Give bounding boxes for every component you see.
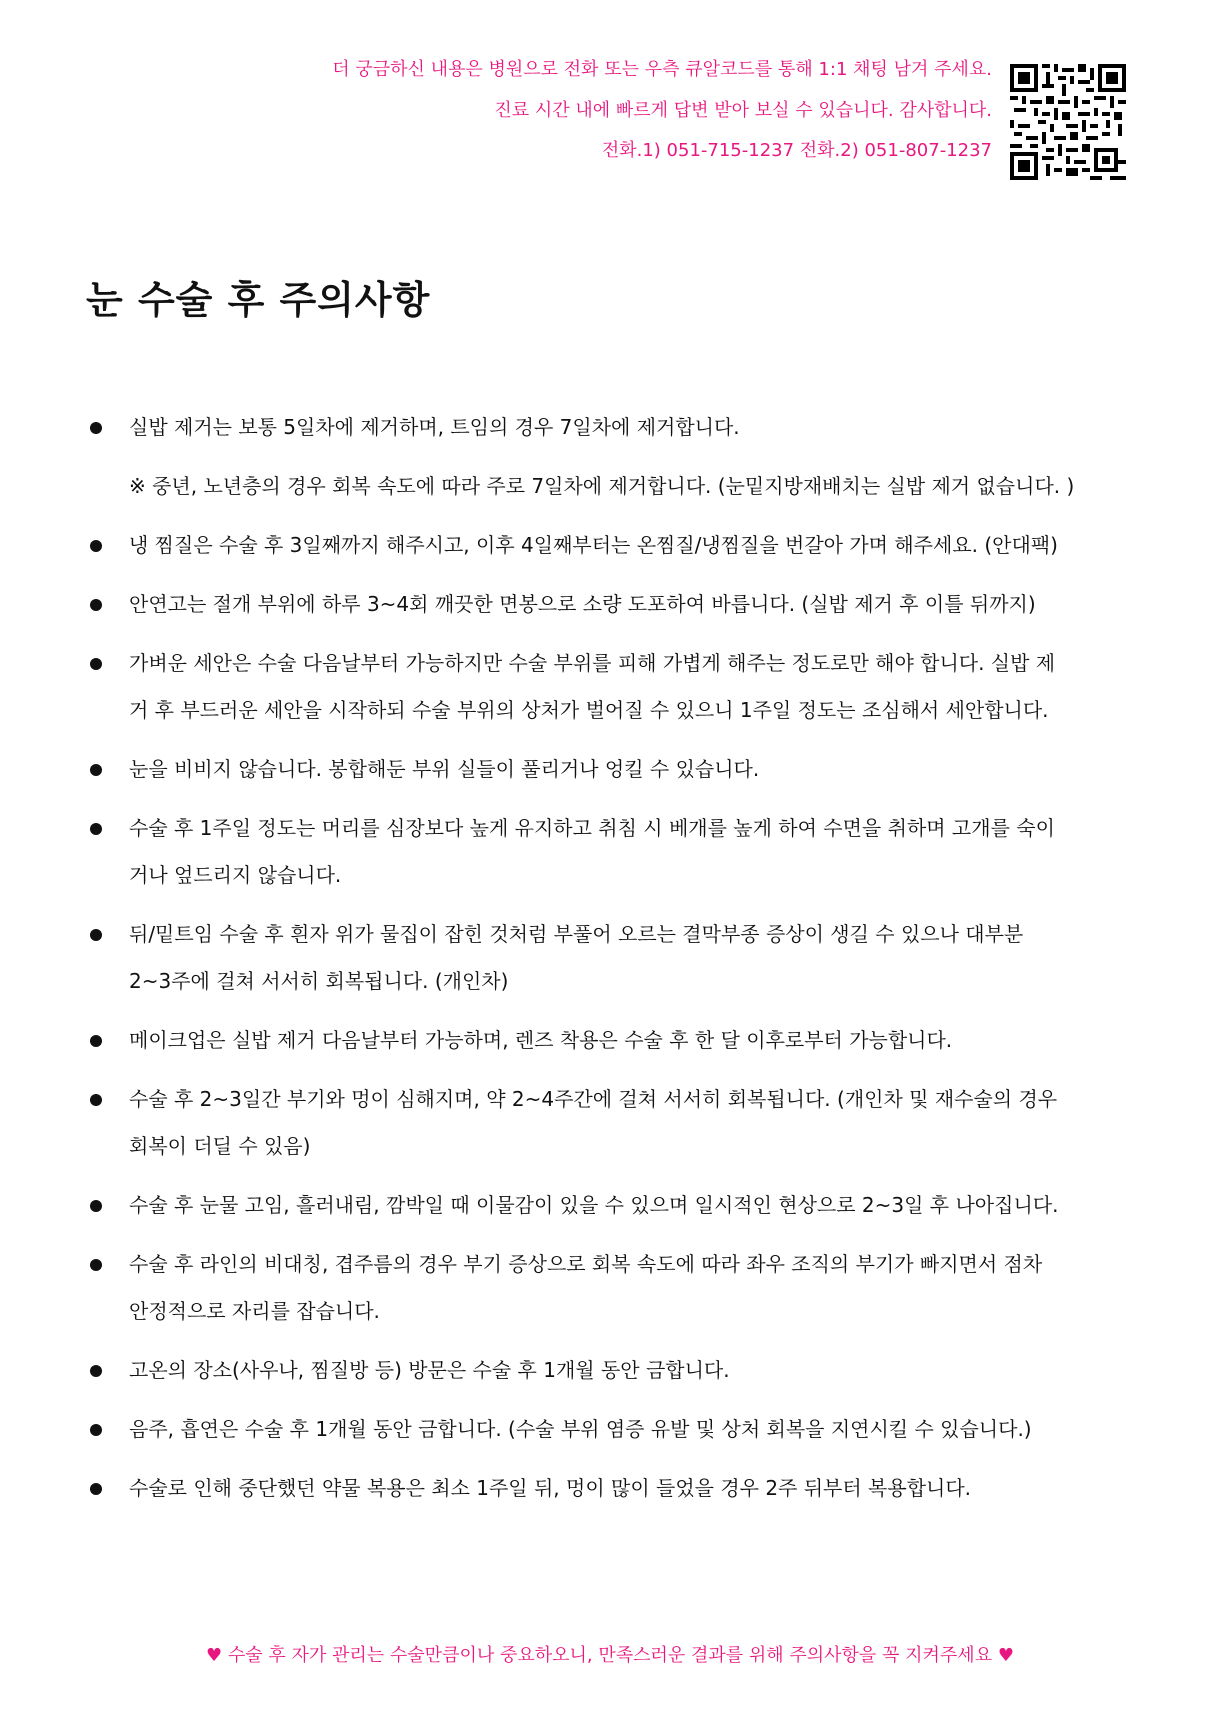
item-note: ※ 중년, 노년층의 경우 회복 속도에 따라 주로 7일차에 제거합니다. (눈밑지방재배치는 실밥 제거 없습니다. ) — [129, 474, 1075, 498]
list-item — [0, 1406, 1220, 1453]
page-title: 눈 수술 후 주의사항 — [86, 278, 431, 322]
item-text: 수술 후 라인의 비대칭, 겹주름의 경우 부기 증상으로 회복 속도에 따라 좌우 조직의 부기가 빠지면서 점차 안정적으로 자리를 잡습니다. — [129, 1252, 1043, 1323]
bullet-icon — [90, 929, 102, 941]
list-item — [0, 1076, 1220, 1170]
item-text: 메이크업은 실밥 제거 다음날부터 가능하며, 렌즈 착용은 수술 후 한 달 이후로부터 가능합니다. — [129, 1028, 953, 1052]
item-text: 눈을 비비지 않습니다. 봉합해둔 부위 실들이 풀리거나 엉킬 수 있습니다. — [129, 757, 760, 781]
list-item — [0, 581, 1220, 628]
bullet-icon — [90, 764, 102, 776]
bullet-icon — [90, 540, 102, 552]
footer-message — [0, 1644, 1220, 1668]
list-item — [0, 805, 1220, 899]
bullet-icon — [90, 658, 102, 670]
item-text: 수술 후 1주일 정도는 머리를 심장보다 높게 유지하고 취침 시 베개를 높게 하여 수면을 취하며 고개를 숙이 거나 엎드리지 않습니다. — [129, 816, 1055, 887]
bullet-icon — [90, 1424, 102, 1436]
contact-header — [0, 58, 992, 180]
heart-icon: ♥ — [206, 1645, 223, 1666]
list-item — [0, 1241, 1220, 1335]
bullet-icon — [90, 1094, 102, 1106]
list-item — [0, 1017, 1220, 1064]
item-text: 가벼운 세안은 수술 다음날부터 가능하지만 수술 부위를 피해 가볍게 해주는 정도로만 해야 합니다. 실밥 제 거 후 부드러운 세안을 시작하되 수술 부위의 상처가 벌어질 수 있으니 1주일 정도는 조심해서 세안합니다. — [129, 651, 1056, 722]
bullet-icon — [90, 1483, 102, 1495]
precautions-list — [0, 404, 1220, 1512]
qr-code-icon[interactable] — [1010, 64, 1126, 180]
footer-text: 수술 후 자가 관리는 수술만큼이나 중요하오니, 만족스러운 결과를 위해 주의사항을 꼭 지켜주세요 — [227, 1645, 993, 1666]
item-text: 수술 후 눈물 고임, 흘러내림, 깜박일 때 이물감이 있을 수 있으며 일시적인 현상으로 2~3일 후 나아집니다. — [129, 1193, 1059, 1217]
item-text: 냉 찜질은 수술 후 3일째까지 해주시고, 이후 4일째부터는 온찜질/냉찜질을 번갈아 가며 해주세요. (안대팩) — [129, 533, 1058, 557]
item-text: 수술 후 2~3일간 부기와 멍이 심해지며, 약 2~4주간에 걸쳐 서서히 회복됩니다. (개인차 및 재수술의 경우 회복이 더딜 수 있음) — [129, 1087, 1058, 1158]
bullet-icon — [90, 1200, 102, 1212]
list-item — [0, 640, 1220, 734]
item-text: 수술로 인해 중단했던 약물 복용은 최소 1주일 뒤, 멍이 많이 들었을 경우 2주 뒤부터 복용합니다. — [129, 1476, 972, 1500]
item-text: 고온의 장소(사우나, 찜질방 등) 방문은 수술 후 1개월 동안 금합니다. — [129, 1358, 730, 1382]
bullet-icon — [90, 599, 102, 611]
bullet-icon — [90, 422, 102, 434]
bullet-icon — [90, 1035, 102, 1047]
list-item — [0, 1465, 1220, 1512]
list-item — [0, 746, 1220, 793]
item-text: 안연고는 절개 부위에 하루 3~4회 깨끗한 면봉으로 소량 도포하여 바릅니다. (실밥 제거 후 이틀 뒤까지) — [129, 592, 1036, 616]
contact-line-2: 진료 시간 내에 빠르게 답변 받아 보실 수 있습니다. 감사합니다. — [494, 99, 992, 121]
list-item — [0, 522, 1220, 569]
bullet-icon — [90, 1365, 102, 1377]
item-text: 음주, 흡연은 수술 후 1개월 동안 금합니다. (수술 부위 염증 유발 및 상처 회복을 지연시킬 수 있습니다.) — [129, 1417, 1032, 1441]
contact-line-1: 더 궁금하신 내용은 병원으로 전화 또는 우측 큐알코드를 통해 1:1 채팅 남겨 주세요. — [332, 59, 992, 80]
bullet-icon — [90, 823, 102, 835]
item-text: 실밥 제거는 보통 5일차에 제거하며, 트임의 경우 7일차에 제거합니다. — [129, 415, 740, 439]
heart-icon: ♥ — [997, 1645, 1014, 1666]
list-item — [0, 404, 1220, 510]
list-item — [0, 911, 1220, 1005]
list-item — [0, 1182, 1220, 1229]
list-item — [0, 1347, 1220, 1394]
item-text: 뒤/밑트임 수술 후 흰자 위가 물집이 잡힌 것처럼 부풀어 오르는 결막부종 증상이 생길 수 있으나 대부분 2~3주에 걸쳐 서서히 회복됩니다. (개인차) — [129, 922, 1024, 993]
phone-numbers[interactable]: 전화.1) 051-715-1237 전화.2) 051-807-1237 — [601, 140, 992, 161]
bullet-icon — [90, 1259, 102, 1271]
